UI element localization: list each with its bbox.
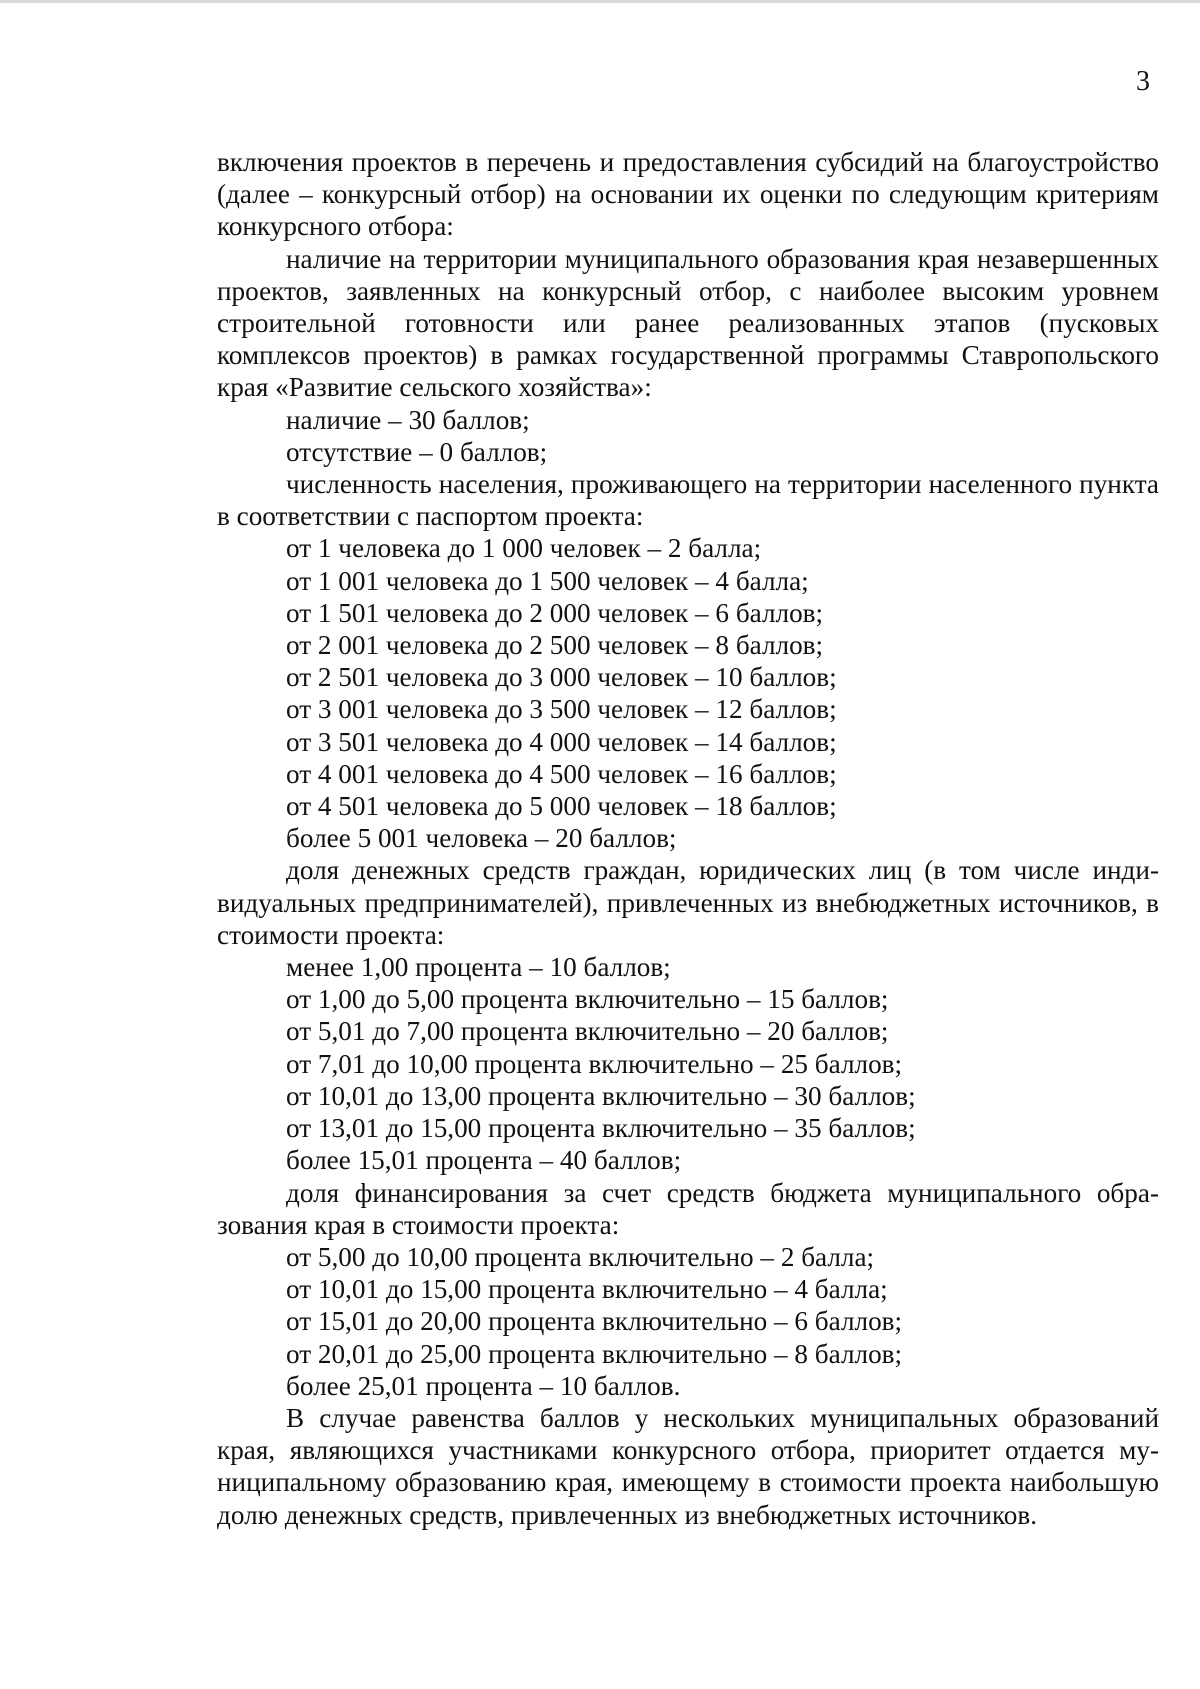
- list-item: от 10,01 до 13,00 процента включительно – 30 баллов;: [286, 1080, 916, 1111]
- paragraph-tie-break: В случае равенства баллов у нескольких муниципальных образований края, являющихся участниками конкурсного отбора, приоритет отдается муниципальному образованию края, имеющему в стоимости проекта наибольшую долю денежных средств, привлеченных из внебюджетных источников.: [217, 1402, 1159, 1530]
- list-item: от 1 001 человека до 1 500 человек – 4 балла;: [286, 565, 809, 596]
- criterion-population: численность населения, проживающего на территории населенного пункта в соответствии с паспортом проекта:: [217, 469, 1159, 532]
- document-body: [217, 146, 1159, 1531]
- list-item: от 10,01 до 15,00 процента включительно – 4 балла;: [286, 1274, 888, 1305]
- criterion-municipal-budget-share: доля финансирования за счет средств бюджета муниципального образования края в стоимости проекта:: [217, 1177, 1159, 1240]
- list-item: от 1,00 до 5,00 процента включительно – 15 баллов;: [286, 984, 889, 1015]
- list-item: более 5 001 человека – 20 баллов;: [286, 823, 677, 854]
- list-item: более 25,01 процента – 10 баллов.: [286, 1370, 681, 1401]
- list-item: от 1 501 человека до 2 000 человек – 6 баллов;: [286, 597, 824, 628]
- list-item: от 4 501 человека до 5 000 человек – 18 баллов;: [286, 791, 837, 822]
- list-item: наличие – 30 баллов;: [286, 404, 530, 435]
- list-item: от 1 человека до 1 000 человек – 2 балла;: [286, 533, 762, 564]
- list-item: от 3 501 человека до 4 000 человек – 14 баллов;: [286, 726, 837, 757]
- list-item: менее 1,00 процента – 10 баллов;: [286, 952, 671, 983]
- list-item: от 4 001 человека до 4 500 человек – 16 баллов;: [286, 758, 837, 789]
- list-item: от 3 001 человека до 3 500 человек – 12 баллов;: [286, 694, 837, 725]
- list-item: от 15,01 до 20,00 процента включительно – 6 баллов;: [286, 1306, 903, 1337]
- criterion-extrabudgetary-share: доля денежных средств граждан, юридических лиц (в том числе индивидуальных предпринимателей), привлеченных из внебюджетных источников, в стоимости проекта:: [217, 855, 1159, 950]
- paragraph-intro: включения проектов в перечень и предоставления субсидий на благоустройство (далее – конкурсный отбор) на основании их оценки по следующим критериям конкурсного отбора:: [217, 147, 1159, 242]
- list-item: от 2 501 человека до 3 000 человек – 10 баллов;: [286, 662, 837, 693]
- list-item: от 13,01 до 15,00 процента включительно – 35 баллов;: [286, 1113, 916, 1144]
- criterion-unfinished-projects: наличие на территории муниципального образования края незавершенных проектов, заявленных на конкурсный отбор, с наиболее высоким уровнем строительной готовности или ранее реализованных этапов (пусковых комплексов проектов) в рамках государственной программы Ставропольского края «Развитие сельского хозяйства»:: [217, 243, 1159, 403]
- scan-edge: [0, 0, 1200, 3]
- list-item: от 2 001 человека до 2 500 человек – 8 баллов;: [286, 630, 824, 661]
- list-item: от 20,01 до 25,00 процента включительно – 8 баллов;: [286, 1338, 903, 1369]
- list-item: от 5,01 до 7,00 процента включительно – 20 баллов;: [286, 1016, 889, 1047]
- page-number: 3: [1136, 66, 1150, 97]
- list-item: более 15,01 процента – 40 баллов;: [286, 1145, 682, 1176]
- list-item: от 7,01 до 10,00 процента включительно – 25 баллов;: [286, 1048, 903, 1079]
- list-item: отсутствие – 0 баллов;: [286, 436, 548, 467]
- list-item: от 5,00 до 10,00 процента включительно – 2 балла;: [286, 1241, 875, 1272]
